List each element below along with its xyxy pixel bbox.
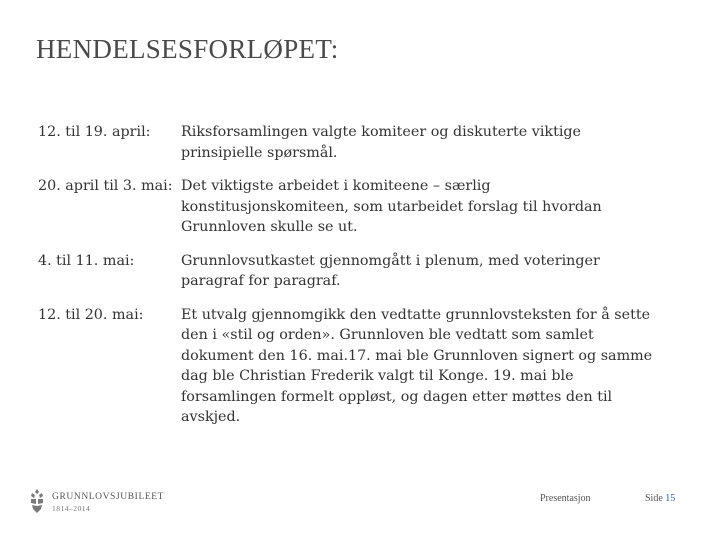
logo-name: GRUNNLOVSJUBILEET (52, 492, 165, 502)
description-line: konstitusjonskomiteen, som utarbeidet forslag til hvordan (181, 198, 602, 215)
timeline-description (181, 122, 671, 163)
timeline-date: 12. til 19. april: (38, 124, 151, 140)
timeline-entry (38, 305, 688, 428)
description-line: den i «stil og orden». Grunnloven ble vedtatt som samlet (181, 327, 594, 343)
footer-presentation-label: Presentasjon (540, 493, 591, 504)
description-line: Grunnloven skulle se ut. (181, 219, 358, 235)
description-line: dag ble Christian Frederik valgt til Konge. 19. mai ble (181, 368, 574, 384)
timeline-entry (38, 176, 688, 238)
timeline-entry (38, 122, 688, 163)
slide-title: HENDELSESFORLØPET: (36, 34, 339, 64)
page-indicator (645, 493, 675, 504)
description-line: forsamlingen formelt oppløst, og dagen etter møttes den til (181, 388, 613, 405)
timeline-date: 20. april til 3. mai: (38, 178, 173, 194)
logo-years: 1814–2014 (52, 504, 91, 513)
timeline-entry (38, 251, 688, 292)
jubilee-logo (28, 488, 168, 518)
description-line: avskjed. (181, 409, 241, 425)
timeline-description (181, 176, 671, 238)
timeline (38, 122, 688, 428)
timeline-description (181, 305, 671, 428)
page-number: 15 (665, 493, 676, 504)
description-line: prinsipielle spørsmål. (181, 144, 338, 161)
timeline-description (181, 251, 671, 292)
description-line: paragraf for paragraf. (181, 273, 341, 289)
description-line: Et utvalg gjennomgikk den vedtatte grunnlovsteksten for å sette (181, 306, 651, 323)
crest-icon (28, 488, 46, 514)
description-line: Det viktigste arbeidet i komiteene – særlig (181, 178, 491, 194)
timeline-date: 12. til 20. mai: (38, 306, 144, 323)
description-line: dokument den 16. mai.17. mai ble Grunnloven signert og samme (181, 347, 653, 364)
description-line: Riksforsamlingen valgte komiteer og diskuterte viktige (181, 124, 581, 140)
page-label: Side (645, 493, 663, 504)
timeline-date: 4. til 11. mai: (38, 252, 135, 269)
description-line: Grunnlovsutkastet gjennomgått i plenum, med voteringer (181, 252, 600, 269)
